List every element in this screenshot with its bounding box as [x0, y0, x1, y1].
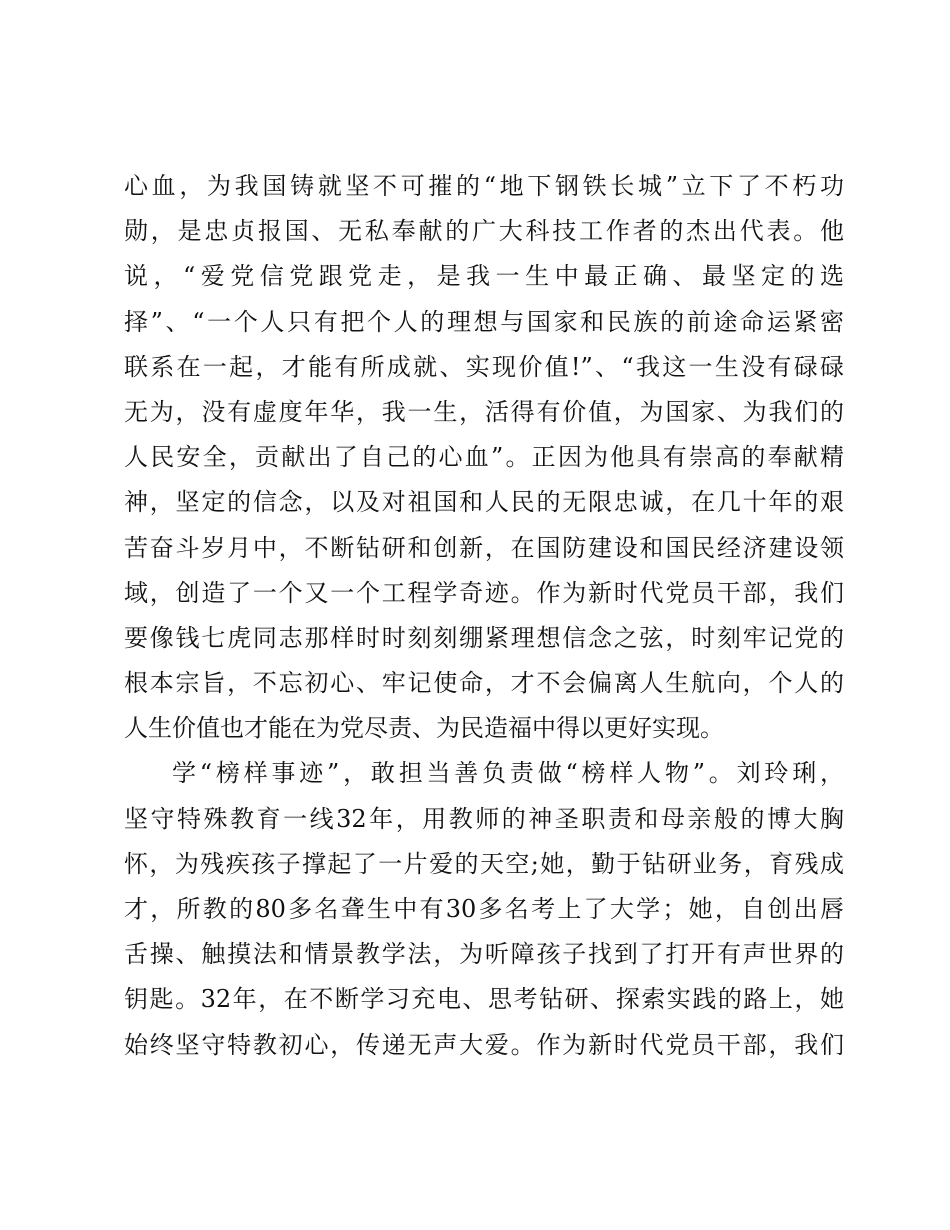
paragraph-line: 始终坚守特教初心，传递无声大爱。作为新时代党员干部，我们 — [124, 1030, 844, 1059]
paragraph-line: 才，所教的80多名聋生中有30多名考上了大学；她，自创出唇 — [124, 895, 844, 923]
paragraph-line: 联系在一起，才能有所成就、实现价值!”、“我这一生没有碌碌 — [124, 352, 844, 381]
paragraph-line: 无为，没有虚度年华，我一生，活得有价值，为国家、为我们的 — [124, 397, 844, 426]
paragraph-line: 钥匙。32年，在不断学习充电、思考钻研、探索实践的路上，她 — [124, 985, 844, 1014]
paragraph-line: 根本宗旨，不忘初心、牢记使命，才不会偏离人生航向，个人的 — [124, 669, 844, 698]
paragraph-line: 择”、“一个人只有把个人的理想与国家和民族的前途命运紧密 — [124, 307, 844, 336]
paragraph-line: 学“榜样事迹”，敢担当善负责做“榜样人物”。刘玲琍， — [172, 759, 844, 788]
paragraph-line: 神，坚定的信念，以及对祖国和人民的无限忠诚，在几十年的艰 — [124, 488, 844, 517]
paragraph-line: 勋，是忠贞报国、无私奉献的广大科技工作者的杰出代表。他 — [124, 217, 844, 246]
paragraph-1 — [124, 164, 844, 751]
paragraph-line: 怀，为残疾孩子撑起了一片爱的天空;她，勤于钻研业务，育残成 — [124, 849, 844, 878]
paragraph-line: 坚守特殊教育一线32年，用教师的神圣职责和母亲般的博大胸 — [124, 804, 844, 833]
paragraph-2 — [124, 751, 844, 1067]
paragraph-line: 要像钱七虎同志那样时时刻刻绷紧理想信念之弦，时刻牢记党的 — [124, 623, 844, 652]
paragraph-line: 说，“爱党信党跟党走，是我一生中最正确、最坚定的选 — [124, 262, 844, 291]
paragraph-line: 人生价值也才能在为党尽责、为民造福中得以更好实现。 — [124, 714, 724, 743]
paragraph-line: 域，创造了一个又一个工程学奇迹。作为新时代党员干部，我们 — [124, 578, 844, 607]
body-text — [124, 164, 844, 1068]
paragraph-line: 苦奋斗岁月中，不断钻研和创新，在国防建设和国民经济建设领 — [124, 533, 844, 562]
paragraph-line: 舌操、触摸法和情景教学法，为听障孩子找到了打开有声世界的 — [124, 940, 844, 969]
paragraph-line: 心血，为我国铸就坚不可摧的“地下钢铁长城”立下了不朽功 — [124, 172, 844, 200]
paragraph-line: 人民安全，贡献出了自己的心血”。正因为他具有崇高的奉献精 — [124, 443, 844, 472]
